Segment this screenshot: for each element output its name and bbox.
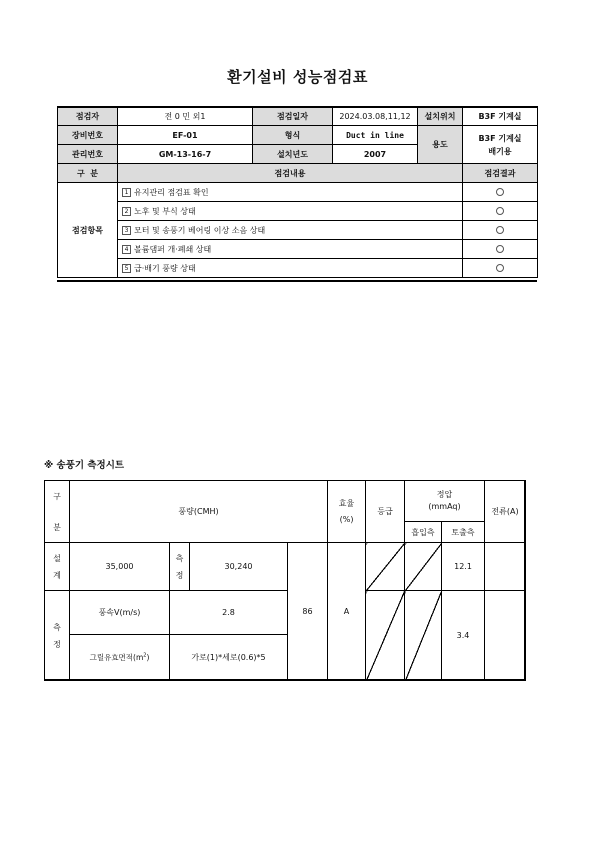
check-result [463, 183, 538, 202]
use-label: 용도 [418, 126, 463, 164]
check-item [118, 202, 463, 221]
check-result [463, 240, 538, 259]
equip-no-value: EF-01 [118, 126, 253, 145]
velocity-label: 풍속V(m/s) [70, 591, 170, 635]
pressure-header [405, 481, 485, 522]
design-airflow: 35,000 [70, 543, 170, 591]
item-number-box: 5 [122, 264, 131, 273]
item-number-box: 4 [122, 245, 131, 254]
suction-measured-empty [366, 591, 405, 681]
inspection-table [57, 106, 538, 278]
efficiency-header-1: 효율 [338, 498, 355, 508]
design-label-1: 설 [53, 553, 61, 563]
inspector-value: 전 0 민 외1 [118, 107, 253, 126]
measured-small-label-2: 정 [175, 570, 184, 580]
item-text: 급·배기 풍량 상태 [134, 263, 196, 273]
result-header: 점검결과 [463, 164, 538, 183]
type-value: Duct in line [333, 126, 418, 145]
circle-mark-icon [496, 226, 504, 234]
discharge-measured-empty [405, 591, 442, 681]
measured-small-label-1: 측 [175, 553, 184, 563]
category-header [45, 481, 70, 543]
grade-value: A [328, 543, 366, 681]
item-number-box: 1 [122, 188, 131, 197]
measured-airflow: 30,240 [190, 543, 288, 591]
check-item [118, 240, 463, 259]
circle-mark-icon [496, 188, 504, 196]
item-text: 볼륨댐퍼 개·폐쇄 상태 [134, 244, 212, 254]
check-item [118, 183, 463, 202]
grill-area-superscript: 2 [143, 652, 147, 659]
grill-area-label-text: 그릴유효면적(m [89, 653, 144, 662]
type-label: 형식 [253, 126, 333, 145]
use-value [463, 126, 538, 164]
check-group-label: 점검항목 [58, 183, 118, 278]
date-value: 2024.03.08,11,12 [333, 107, 418, 126]
equip-no-label: 장비번호 [58, 126, 118, 145]
check-item [118, 221, 463, 240]
content-header: 점검내용 [118, 164, 463, 183]
item-number-box: 2 [122, 207, 131, 216]
circle-mark-icon [496, 207, 504, 215]
measured-label [45, 591, 70, 681]
inspector-label: 점검자 [58, 107, 118, 126]
pressure-header-1: 정압 [436, 490, 453, 499]
grill-area-value: 가로(1)*세로(0.6)*5 [170, 635, 288, 681]
circle-mark-icon [496, 264, 504, 272]
category-header-1: 구 [53, 491, 61, 501]
grill-area-label [70, 635, 170, 681]
check-result [463, 221, 538, 240]
use-line-1: B3F 기계실 [478, 133, 522, 143]
circle-mark-icon [496, 245, 504, 253]
category-header: 구 분 [58, 164, 118, 183]
suction-header: 흡입측 [405, 522, 442, 543]
mgmt-no-label: 관리번호 [58, 145, 118, 164]
design-note [485, 543, 526, 591]
efficiency-value: 86 [288, 543, 328, 681]
measured-label-1: 측 [53, 622, 61, 632]
measured-small-label [170, 543, 190, 591]
document-title: 환기설비 성능점검표 [227, 68, 368, 86]
location-value: B3F 기계실 [463, 107, 538, 126]
fan-measurement-table [44, 480, 526, 681]
check-result [463, 259, 538, 278]
discharge-design-empty [405, 543, 442, 591]
category-header-2: 분 [53, 522, 61, 532]
suction-design-empty [366, 543, 405, 591]
discharge-header: 토출측 [442, 522, 485, 543]
velocity-value: 2.8 [170, 591, 288, 635]
grade-header: 등급 [366, 481, 405, 543]
measured-note [485, 591, 526, 681]
item-text: 모터 및 송풍기 베어링 이상 소음 상태 [134, 225, 266, 235]
item-number-box: 3 [122, 226, 131, 235]
item-text: 유지관리 점검표 확인 [134, 187, 209, 197]
location-label: 설치위치 [418, 107, 463, 126]
design-current: 12.1 [442, 543, 485, 591]
item-text: 노후 및 부식 상태 [134, 206, 196, 216]
pressure-header-2: (mmAq) [428, 502, 461, 511]
design-label-2: 계 [53, 570, 61, 580]
check-item [118, 259, 463, 278]
measured-current: 3.4 [442, 591, 485, 681]
airflow-header: 풍량(CMH) [70, 481, 328, 543]
current-header: 전류(A) [485, 481, 526, 543]
mgmt-no-value: GM-13-16-7 [118, 145, 253, 164]
check-result [463, 202, 538, 221]
install-year-label: 설치년도 [253, 145, 333, 164]
grill-area-label-end: ) [146, 653, 150, 662]
use-line-2: 배기용 [488, 146, 512, 156]
date-label: 점검일자 [253, 107, 333, 126]
measured-label-2: 정 [53, 639, 61, 649]
section-title: ※ 송풍기 측정시트 [44, 460, 125, 471]
design-label [45, 543, 70, 591]
efficiency-header-2: (%) [339, 514, 354, 524]
efficiency-header [328, 481, 366, 543]
install-year-value: 2007 [333, 145, 418, 164]
